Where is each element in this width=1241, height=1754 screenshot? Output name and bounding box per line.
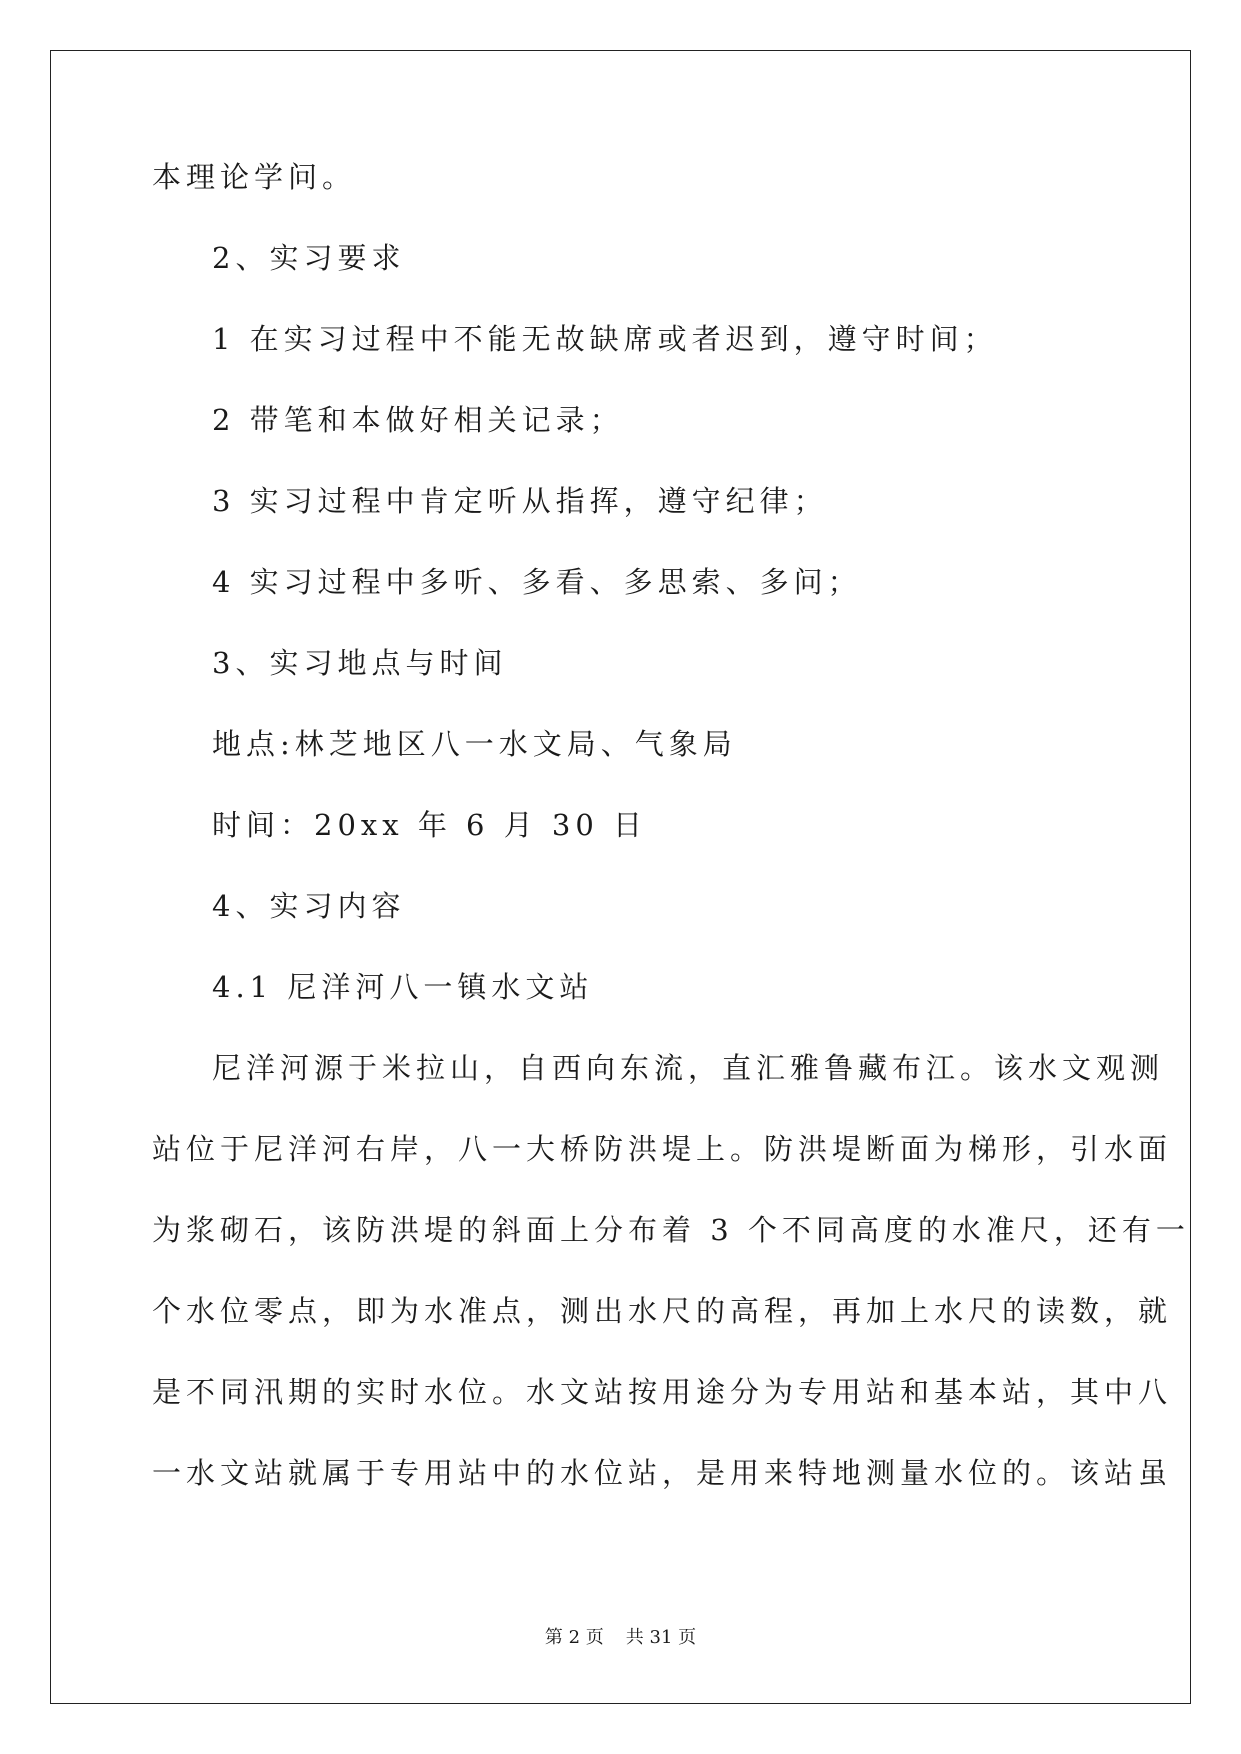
list-item: 3 实习过程中肯定听从指挥，遵守纪律； bbox=[212, 484, 828, 518]
paragraph-line: 一水文站就属于专用站中的水位站，是用来特地测量水位的。该站虽 bbox=[152, 1456, 1173, 1490]
page-total: 共 31 页 bbox=[625, 1627, 697, 1648]
text-line: 时间：20xx 年 6 月 30 日 bbox=[212, 808, 648, 842]
section-heading: 2、实习要求 bbox=[212, 241, 406, 275]
paragraph-line: 个水位零点，即为水准点，测出水尺的高程，再加上水尺的读数，就 bbox=[152, 1294, 1173, 1328]
text-line: 地点:林芝地区八一水文局、气象局 bbox=[212, 727, 737, 761]
paragraph-line: 尼洋河源于米拉山，自西向东流，直汇雅鲁藏布江。该水文观测 bbox=[212, 1051, 1165, 1085]
list-item: 2 带笔和本做好相关记录； bbox=[212, 403, 624, 437]
paragraph-line: 是不同汛期的实时水位。水文站按用途分为专用站和基本站，其中八 bbox=[152, 1375, 1173, 1409]
section-heading: 3、实习地点与时间 bbox=[212, 646, 508, 680]
list-item: 4 实习过程中多听、多看、多思索、多问； bbox=[212, 565, 862, 599]
paragraph-line: 为浆砌石，该防洪堤的斜面上分布着 3 个不同高度的水准尺，还有一 bbox=[152, 1213, 1190, 1247]
page-footer bbox=[0, 1626, 1241, 1650]
page-number: 第 2 页 bbox=[544, 1627, 604, 1648]
paragraph-line: 站位于尼洋河右岸，八一大桥防洪堤上。防洪堤断面为梯形，引水面 bbox=[152, 1132, 1173, 1166]
text-line: 本理论学问。 bbox=[152, 160, 357, 194]
list-item: 1 在实习过程中不能无故缺席或者迟到，遵守时间； bbox=[212, 322, 998, 356]
subsection-heading: 4.1 尼洋河八一镇水文站 bbox=[212, 970, 594, 1004]
section-heading: 4、实习内容 bbox=[212, 889, 406, 923]
